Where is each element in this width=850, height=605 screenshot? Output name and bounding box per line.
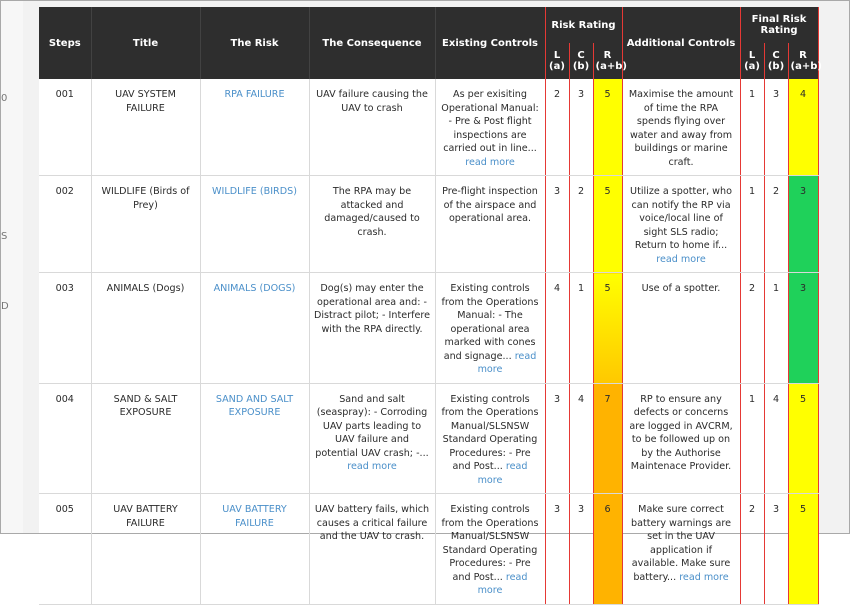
risk-assessment-table-wrapper (39, 7, 822, 596)
cell-final-l: 1 (740, 79, 764, 176)
cell-c: 2 (569, 176, 593, 273)
read-more-link[interactable]: read more (347, 461, 397, 472)
header-title: Title (91, 7, 200, 79)
cell-final-r-rating: 5 (788, 494, 818, 605)
risk-assessment-table (39, 7, 822, 605)
table-row (39, 176, 818, 273)
cell-l: 3 (545, 383, 569, 494)
risk-link[interactable]: ANIMALS (DOGS) (200, 273, 309, 384)
left-fragment-text: D (1, 301, 9, 312)
cell-final-c: 4 (764, 383, 788, 494)
cell-final-r-rating: 4 (788, 79, 818, 176)
cell-consequence: Dog(s) may enter the operational area and: - Distract pilot; - Interfere with the RPA directly. (309, 273, 435, 384)
cell-c: 1 (569, 273, 593, 384)
cell-title: SAND & SALT EXPOSURE (91, 383, 200, 494)
cell-r-rating: 6 (593, 494, 622, 605)
header-r: R (a+b) (593, 43, 622, 79)
cell-additional-controls (622, 494, 740, 605)
risk-link[interactable]: RPA FAILURE (200, 79, 309, 176)
cell-r-rating: 5 (593, 273, 622, 384)
cell-final-c: 2 (764, 176, 788, 273)
existing-controls-text: Existing controls from the Operations Manual: - The operational area marked with cones and signage... (441, 283, 539, 362)
header-l: L (a) (545, 43, 569, 79)
read-more-link[interactable]: read more (679, 571, 729, 583)
cell-existing-controls (435, 79, 545, 176)
existing-controls-text: Existing controls from the Operations Manual/SLSNSW Standard Operating Procedures: - Pre and Post... (441, 393, 539, 472)
cell-step: 005 (39, 494, 91, 605)
risk-link[interactable]: WILDLIFE (BIRDS) (200, 176, 309, 273)
cell-existing-controls: Pre-flight inspection of the airspace and operational area. (435, 176, 545, 273)
cell-r-rating: 7 (593, 383, 622, 494)
read-more-link[interactable]: read more (477, 350, 537, 375)
cell-existing-controls (435, 273, 545, 384)
header-steps: Steps (39, 7, 91, 79)
cell-existing-controls (435, 494, 545, 605)
cell-final-r-rating: 3 (788, 273, 818, 384)
cell-step: 004 (39, 383, 91, 494)
cell-final-l: 1 (740, 383, 764, 494)
read-more-link[interactable]: read more (477, 571, 528, 596)
cell-c: 3 (569, 79, 593, 176)
risk-link[interactable]: SAND AND SALT EXPOSURE (200, 383, 309, 494)
cell-final-l: 2 (740, 494, 764, 605)
table-row (39, 79, 818, 176)
cell-consequence: The RPA may be attacked and damaged/caused to crash. (309, 176, 435, 273)
cell-existing-controls (435, 383, 545, 494)
header-c: C (b) (569, 43, 593, 79)
cell-consequence: UAV failure causing the UAV to crash (309, 79, 435, 176)
left-fragment-text: 0 (1, 93, 8, 104)
read-more-link[interactable]: read more (477, 461, 528, 486)
consequence-text: Sand and salt (seaspray): - Corroding UAV parts leading to UAV failure and potential UAV crash; -... (315, 393, 429, 459)
table-row (39, 383, 818, 494)
cell-additional-controls: Maximise the amount of time the RPA spends flying over water and away from buildings or marine craft. (622, 79, 740, 176)
header-existing-controls: Existing Controls (435, 7, 545, 79)
existing-controls-text: Existing controls from the Operations Manual/SLSNSW Standard Operating Procedures: - Pre and Post... (441, 504, 539, 583)
cell-additional-controls (622, 176, 740, 273)
read-more-link[interactable]: read more (656, 253, 706, 265)
header-the-risk: The Risk (200, 7, 309, 79)
header-final-risk-rating: Final Risk Rating (740, 7, 818, 43)
cell-c: 3 (569, 494, 593, 605)
cell-r-rating: 5 (593, 79, 622, 176)
table-row (39, 273, 818, 384)
cell-final-r-rating: 3 (788, 176, 818, 273)
left-fragment-text: S (1, 231, 8, 242)
header-additional-controls: Additional Controls (622, 7, 740, 79)
cell-l: 4 (545, 273, 569, 384)
cell-final-c: 1 (764, 273, 788, 384)
header-final-l: L (a) (740, 43, 764, 79)
cell-step: 003 (39, 273, 91, 384)
cell-c: 4 (569, 383, 593, 494)
cell-final-r-rating: 5 (788, 383, 818, 494)
cell-additional-controls: Use of a spotter. (622, 273, 740, 384)
risk-link[interactable]: UAV BATTERY FAILURE (200, 494, 309, 605)
left-page-fragment (1, 1, 23, 533)
cell-title: ANIMALS (Dogs) (91, 273, 200, 384)
cell-title: WILDLIFE (Birds of Prey) (91, 176, 200, 273)
additional-controls-text: Utilize a spotter, who can notify the RP via voice/local line of sight SLS radio; Return to home if... (630, 186, 732, 251)
cell-l: 3 (545, 494, 569, 605)
cell-step: 001 (39, 79, 91, 176)
cell-step: 002 (39, 176, 91, 273)
cell-final-l: 2 (740, 273, 764, 384)
cell-l: 3 (545, 176, 569, 273)
cell-title: UAV BATTERY FAILURE (91, 494, 200, 605)
cell-l: 2 (545, 79, 569, 176)
cell-final-c: 3 (764, 79, 788, 176)
cell-final-c: 3 (764, 494, 788, 605)
additional-controls-text: Make sure correct battery warnings are set in the UAV application if available. Make sure battery... (630, 504, 732, 583)
header-final-c: C (b) (764, 43, 788, 79)
header-final-r: R (a+b) (788, 43, 818, 79)
cell-title: UAV SYSTEM FAILURE (91, 79, 200, 176)
cell-r-rating: 5 (593, 176, 622, 273)
existing-controls-text: As per exisiting Operational Manual: - Pre & Post flight inspections are carried out in line... (441, 89, 539, 154)
table-row (39, 494, 818, 605)
header-the-consequence: The Consequence (309, 7, 435, 79)
cell-additional-controls: RP to ensure any defects or concerns are logged in AVCRM, to be followed up on by the Authorise Maintenace Provider. (622, 383, 740, 494)
cell-consequence (309, 383, 435, 494)
read-more-link[interactable]: read more (465, 156, 515, 168)
cell-consequence: UAV battery fails, which causes a critical failure and the UAV to crash. (309, 494, 435, 605)
header-risk-rating: Risk Rating (545, 7, 622, 43)
cell-final-l: 1 (740, 176, 764, 273)
